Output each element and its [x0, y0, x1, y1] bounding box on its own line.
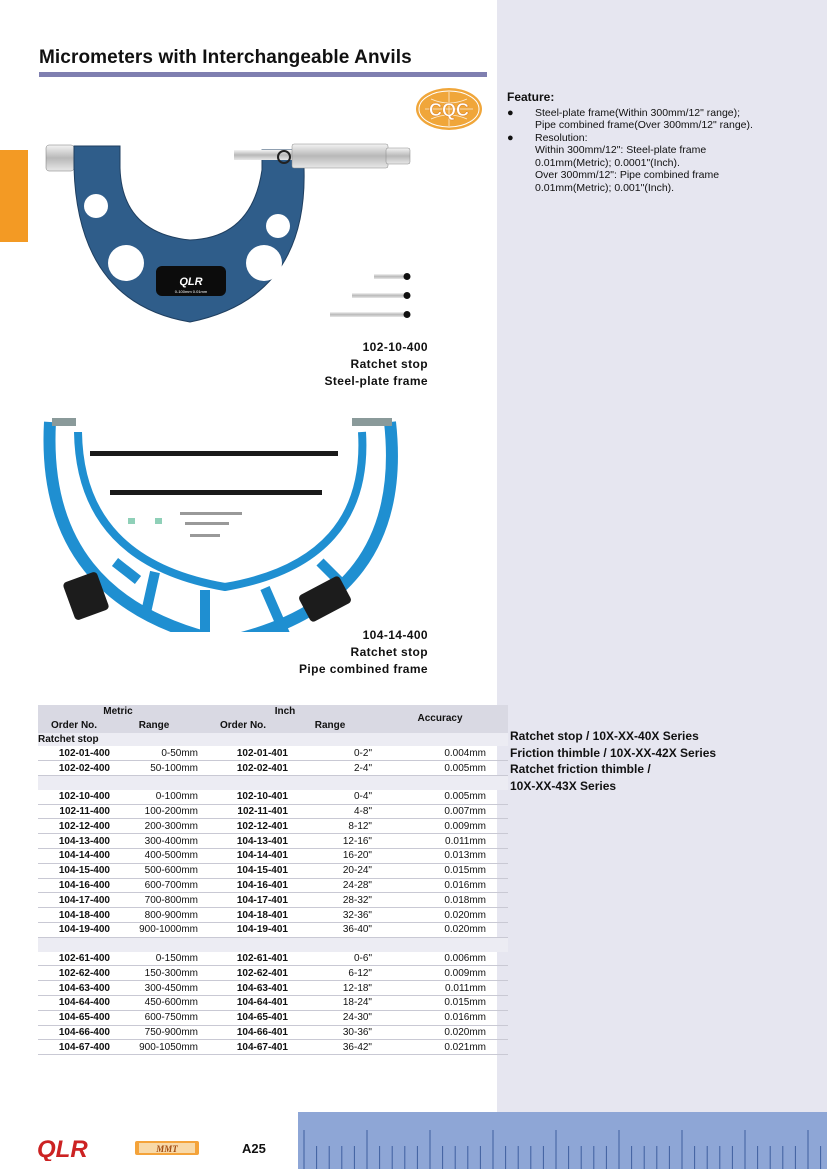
accuracy: 0.016mm — [372, 878, 508, 893]
range-inch: 12-18" — [288, 981, 372, 996]
accuracy: 0.005mm — [372, 761, 508, 776]
accuracy: 0.006mm — [372, 952, 508, 966]
accuracy: 0.015mm — [372, 863, 508, 878]
bullet-icon: ● — [507, 106, 514, 119]
feature-line: Within 300mm/12": Steel-plate frame — [535, 144, 707, 156]
range-metric: 800-900mm — [110, 908, 198, 923]
order-no-metric: 102-12-400 — [38, 819, 110, 834]
inch-header: Inch — [198, 705, 372, 719]
range-inch: 12-16" — [288, 834, 372, 849]
table-header-row — [38, 705, 508, 719]
order-no-inch: 102-11-401 — [198, 804, 288, 819]
range-inch: 24-30" — [288, 1010, 372, 1025]
page-number: A25 — [242, 1141, 266, 1156]
accuracy: 0.020mm — [372, 1025, 508, 1040]
spec-table — [38, 705, 508, 1055]
range-metric: 500-600mm — [110, 863, 198, 878]
range-metric: 100-200mm — [110, 804, 198, 819]
feature-line: 0.01mm(Metric); 0.001"(Inch). — [535, 181, 675, 194]
table-row — [38, 819, 508, 834]
table-row — [38, 863, 508, 878]
frame-badge-text: QLR — [179, 276, 203, 288]
order-no-metric: 104-13-400 — [38, 834, 110, 849]
table-row — [38, 834, 508, 849]
order-no-metric: 104-65-400 — [38, 1010, 110, 1025]
order-header: Order No. — [198, 719, 288, 733]
range-metric: 900-1000mm — [110, 922, 198, 937]
table-row — [38, 952, 508, 966]
order-no-inch: 104-65-401 — [198, 1010, 288, 1025]
order-header: Order No. — [38, 719, 110, 733]
mmt-logo-text: MMT — [156, 1144, 178, 1154]
spacer-row — [38, 937, 508, 951]
order-no-metric: 102-01-400 — [38, 746, 110, 760]
order-no-metric: 104-18-400 — [38, 908, 110, 923]
range-inch: 0-6" — [288, 952, 372, 966]
range-metric: 600-700mm — [110, 878, 198, 893]
order-no-metric: 102-62-400 — [38, 966, 110, 981]
range-metric: 700-800mm — [110, 893, 198, 908]
accuracy: 0.011mm — [372, 981, 508, 996]
group-row — [38, 733, 508, 747]
accuracy: 0.013mm — [372, 848, 508, 863]
order-no-inch: 104-18-401 — [198, 908, 288, 923]
range-metric: 900-1050mm — [110, 1040, 198, 1055]
range-metric: 50-100mm — [110, 761, 198, 776]
order-no-metric: 102-11-400 — [38, 804, 110, 819]
range-metric: 150-300mm — [110, 966, 198, 981]
range-inch: 18-24" — [288, 995, 372, 1010]
accuracy: 0.021mm — [372, 1040, 508, 1055]
feature-line: Over 300mm/12": Pipe combined frame — [535, 169, 720, 181]
group-label: Ratchet stop — [38, 733, 508, 747]
order-no-inch: 104-17-401 — [198, 893, 288, 908]
table-row — [38, 746, 508, 760]
series-line: Friction thimble / 10X-XX-42X Series — [510, 745, 717, 760]
product-caption — [324, 339, 428, 390]
title-underline — [39, 72, 487, 77]
range-metric: 450-600mm — [110, 995, 198, 1010]
product-model: 104-14-400 — [362, 628, 428, 642]
table-row — [38, 995, 508, 1010]
order-no-inch: 104-15-401 — [198, 863, 288, 878]
table-row — [38, 1040, 508, 1055]
range-inch: 0-2" — [288, 746, 372, 760]
order-no-inch: 102-02-401 — [198, 761, 288, 776]
product-stop: Ratchet stop — [350, 357, 428, 371]
order-no-metric: 104-64-400 — [38, 995, 110, 1010]
table-row — [38, 804, 508, 819]
product-model: 102-10-400 — [362, 340, 428, 354]
mmt-logo-icon — [135, 1140, 199, 1156]
range-inch: 4-8" — [288, 804, 372, 819]
order-no-metric: 104-15-400 — [38, 863, 110, 878]
feature-item — [507, 107, 817, 132]
range-inch: 0-4" — [288, 790, 372, 804]
accuracy: 0.009mm — [372, 819, 508, 834]
order-no-metric: 104-19-400 — [38, 922, 110, 937]
product-stop: Ratchet stop — [350, 645, 428, 659]
range-metric: 0-50mm — [110, 746, 198, 760]
ruler-band — [298, 1112, 827, 1169]
accuracy-header: Accuracy — [372, 705, 508, 733]
order-no-inch: 104-64-401 — [198, 995, 288, 1010]
product-frame: Steel-plate frame — [324, 374, 428, 388]
bullet-icon: ● — [507, 131, 514, 144]
order-no-inch: 104-19-401 — [198, 922, 288, 937]
table-row — [38, 981, 508, 996]
feature-heading: Feature: — [507, 90, 555, 104]
order-no-inch: 104-67-401 — [198, 1040, 288, 1055]
frame-badge-small: 0-100mm 0.01mm — [174, 289, 208, 294]
range-inch: 8-12" — [288, 819, 372, 834]
accuracy: 0.016mm — [372, 1010, 508, 1025]
spacer-row — [38, 775, 508, 789]
cqc-logo-text: CQC — [429, 100, 469, 120]
range-metric: 300-450mm — [110, 981, 198, 996]
range-inch: 24-28" — [288, 878, 372, 893]
order-no-metric: 102-10-400 — [38, 790, 110, 804]
range-inch: 30-36" — [288, 1025, 372, 1040]
table-group — [38, 790, 508, 937]
feature-line: 0.01mm(Metric); 0.0001"(Inch). — [535, 156, 680, 169]
accuracy: 0.020mm — [372, 908, 508, 923]
range-inch: 36-42" — [288, 1040, 372, 1055]
range-inch: 36-40" — [288, 922, 372, 937]
range-metric: 750-900mm — [110, 1025, 198, 1040]
page-title: Micrometers with Interchangeable Anvils — [39, 47, 412, 68]
range-inch: 6-12" — [288, 966, 372, 981]
range-metric: 600-750mm — [110, 1010, 198, 1025]
table-row — [38, 790, 508, 804]
range-metric: 0-150mm — [110, 952, 198, 966]
table-row — [38, 1025, 508, 1040]
metric-header: Metric — [38, 705, 198, 719]
accuracy: 0.007mm — [372, 804, 508, 819]
table-row — [38, 922, 508, 937]
range-metric: 300-400mm — [110, 834, 198, 849]
order-no-metric: 102-61-400 — [38, 952, 110, 966]
range-inch: 28-32" — [288, 893, 372, 908]
steel-plate-micrometer-image — [40, 138, 420, 338]
table-row — [38, 893, 508, 908]
range-inch: 16-20" — [288, 848, 372, 863]
table-row — [38, 761, 508, 776]
qlr-logo-icon — [35, 1135, 103, 1161]
order-no-metric: 104-16-400 — [38, 878, 110, 893]
order-no-metric: 104-67-400 — [38, 1040, 110, 1055]
accuracy: 0.009mm — [372, 966, 508, 981]
order-no-metric: 102-02-400 — [38, 761, 110, 776]
table-group — [38, 746, 508, 775]
ruler-ticks-icon — [298, 1112, 827, 1169]
order-no-inch: 102-62-401 — [198, 966, 288, 981]
series-line: Ratchet friction thimble / — [510, 762, 651, 777]
feature-line: Pipe combined frame(Over 300mm/12" range). — [535, 119, 753, 131]
table-row — [38, 878, 508, 893]
table-row — [38, 966, 508, 981]
range-metric: 200-300mm — [110, 819, 198, 834]
accuracy: 0.004mm — [372, 746, 508, 760]
accuracy: 0.018mm — [372, 893, 508, 908]
range-metric: 400-500mm — [110, 848, 198, 863]
order-no-metric: 104-63-400 — [38, 981, 110, 996]
order-no-inch: 102-01-401 — [198, 746, 288, 760]
table-group — [38, 952, 508, 1055]
accuracy: 0.005mm — [372, 790, 508, 804]
section-tab — [0, 150, 28, 242]
range-inch: 2-4" — [288, 761, 372, 776]
product-frame: Pipe combined frame — [299, 662, 428, 676]
order-no-inch: 102-10-401 — [198, 790, 288, 804]
range-metric: 0-100mm — [110, 790, 198, 804]
order-no-inch: 104-13-401 — [198, 834, 288, 849]
order-no-inch: 104-63-401 — [198, 981, 288, 996]
series-block — [510, 728, 716, 794]
feature-line: Steel-plate frame(Within 300mm/12" range); — [535, 106, 741, 119]
order-no-metric: 104-17-400 — [38, 893, 110, 908]
order-no-inch: 104-14-401 — [198, 848, 288, 863]
order-no-inch: 102-61-401 — [198, 952, 288, 966]
feature-item — [507, 132, 817, 195]
table-row — [38, 908, 508, 923]
pipe-frame-micrometer-image — [40, 412, 420, 632]
table-row — [38, 848, 508, 863]
cqc-logo-icon — [415, 87, 483, 131]
series-line: Ratchet stop / 10X-XX-40X Series — [510, 729, 699, 743]
order-no-metric: 104-66-400 — [38, 1025, 110, 1040]
accuracy: 0.015mm — [372, 995, 508, 1010]
product-caption — [299, 627, 428, 678]
qlr-logo-text: QLR — [37, 1136, 88, 1161]
order-no-inch: 104-16-401 — [198, 878, 288, 893]
range-header: Range — [288, 719, 372, 733]
range-header: Range — [110, 719, 198, 733]
feature-line: Resolution: — [535, 131, 588, 144]
range-inch: 20-24" — [288, 863, 372, 878]
table-row — [38, 1010, 508, 1025]
series-line: 10X-XX-43X Series — [510, 778, 617, 793]
feature-block — [507, 91, 817, 194]
range-inch: 32-36" — [288, 908, 372, 923]
accuracy: 0.020mm — [372, 922, 508, 937]
order-no-inch: 102-12-401 — [198, 819, 288, 834]
order-no-metric: 104-14-400 — [38, 848, 110, 863]
accuracy: 0.011mm — [372, 834, 508, 849]
order-no-inch: 104-66-401 — [198, 1025, 288, 1040]
